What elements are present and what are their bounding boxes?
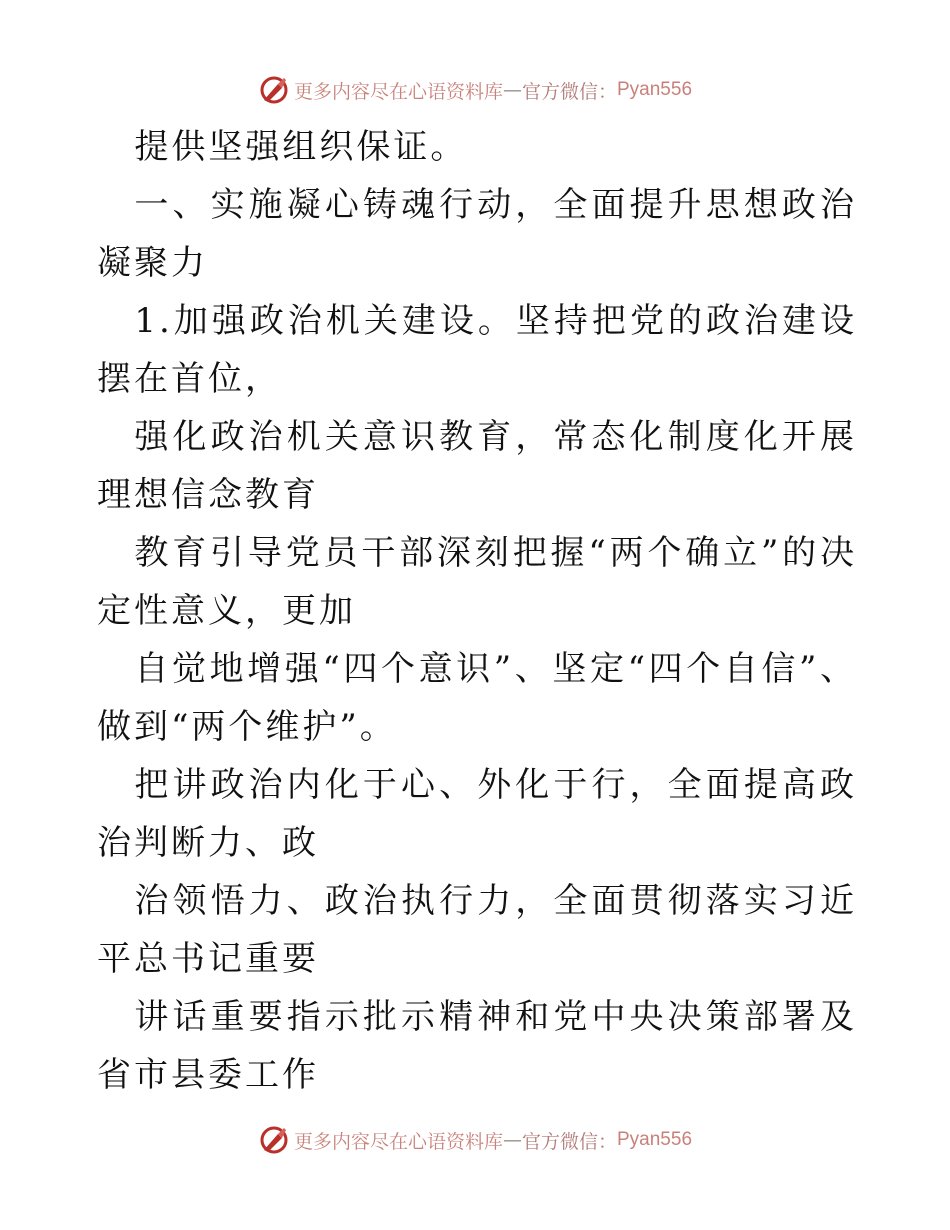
pen-nib-logo-icon xyxy=(258,74,290,106)
paragraph: 一、实施凝心铸魂行动，全面提升思想政治凝聚力 xyxy=(97,185,857,283)
paragraph: 教育引导党员干部深刻把握“两个确立”的决定性意义，更加 xyxy=(97,533,857,631)
paragraph: 提供坚强组织保证。 xyxy=(134,127,468,167)
footer-dash: — xyxy=(502,1129,522,1151)
footer-wechat-id: Pyan556 xyxy=(617,1129,693,1150)
header-site-name: 更多内容尽在心语资料库 xyxy=(293,80,503,103)
footer-wechat-label: 官方微信： xyxy=(521,1130,617,1153)
footer-site-name: 更多内容尽在心语资料库 xyxy=(293,1130,503,1153)
header-wechat-id: Pyan556 xyxy=(617,79,693,100)
pen-nib-logo-icon xyxy=(258,1124,290,1156)
paragraph: 强化政治机关意识教育，常态化制度化开展理想信念教育 xyxy=(97,417,857,515)
paragraph: 自觉地增强“四个意识”、坚定“四个自信”、做到“两个维护”。 xyxy=(97,649,857,747)
header-wechat-label: 官方微信： xyxy=(521,80,617,103)
paragraph: 治领悟力、政治执行力，全面贯彻落实习近平总书记重要 xyxy=(97,881,857,979)
paragraph: 1.加强政治机关建设。坚持把党的政治建设摆在首位， xyxy=(97,301,857,399)
header-dash: — xyxy=(502,79,522,101)
header-watermark xyxy=(0,70,950,110)
paragraph: 把讲政治内化于心、外化于行，全面提高政治判断力、政 xyxy=(97,765,857,863)
paragraph: 讲话重要指示批示精神和党中央决策部署及省市县委工作 xyxy=(97,997,857,1095)
document-body xyxy=(97,118,857,1104)
footer-watermark xyxy=(0,1120,950,1160)
